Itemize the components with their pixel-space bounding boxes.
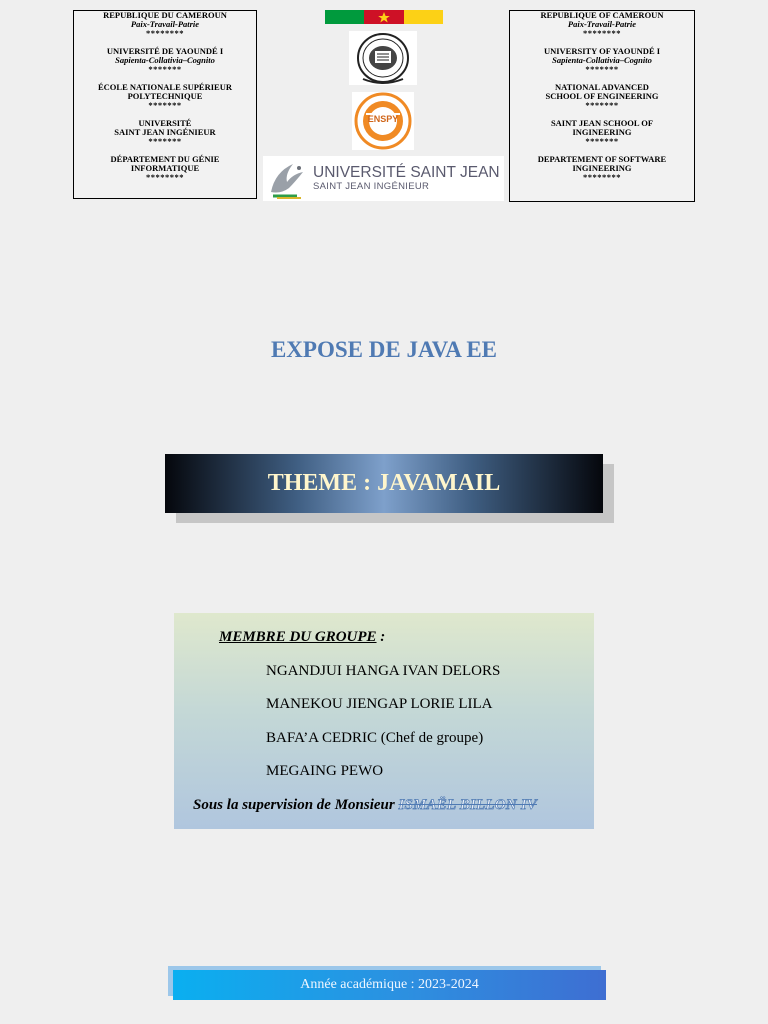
members-heading-label: MEMBRE DU GROUPE <box>219 629 377 645</box>
header-text: POLYTECHNIQUE <box>127 91 203 101</box>
flag-stripe-green <box>325 10 364 24</box>
header-text: DÉPARTEMENT DU GÉNIE <box>110 154 220 164</box>
header-block-usj <box>74 119 256 146</box>
group-members-box <box>174 613 594 829</box>
header-text: UNIVERSITÉ DE YAOUNDÉ I <box>106 46 224 56</box>
header-stars: ******* <box>585 64 619 74</box>
members-heading-colon: : <box>376 629 386 645</box>
star-icon <box>364 10 404 24</box>
header-stars: ******** <box>146 28 184 38</box>
header-stars: ******** <box>583 172 621 182</box>
academic-year-banner <box>173 970 606 1000</box>
theme-banner <box>165 454 603 513</box>
supervisor-name: ISMAËL BILLON IV <box>398 797 537 813</box>
header-motto: Paix-Travail-Patrie <box>130 19 200 29</box>
header-stars: ******* <box>585 136 619 146</box>
header-stars: ******* <box>148 136 182 146</box>
usj-logo <box>263 156 504 201</box>
header-text: DEPARTEMENT OF SOFTWARE <box>537 154 667 164</box>
members-heading <box>219 629 385 646</box>
supervision-line <box>193 797 537 814</box>
header-text: UNIVERSITÉ <box>138 118 192 128</box>
header-stars: ******** <box>583 28 621 38</box>
header-text: NATIONAL ADVANCED <box>555 82 649 92</box>
header-stars: ******* <box>148 64 182 74</box>
supervision-prefix: Sous la supervision de Monsieur <box>193 797 399 813</box>
usj-logo-subtitle: SAINT JEAN INGÉNIEUR <box>313 181 430 192</box>
header-block-republic <box>510 11 694 38</box>
bird-logo-icon <box>263 156 313 201</box>
header-motto: Sapienta-Collativia–Cognito <box>552 55 652 65</box>
header-block-republic <box>74 11 256 38</box>
header-stars: ******* <box>585 100 619 110</box>
header-text: SCHOOL OF ENGINEERING <box>545 91 659 101</box>
header-text: SAINT JEAN SCHOOL OF <box>550 118 654 128</box>
header-text: REPUBLIQUE DU CAMEROUN <box>103 10 227 20</box>
header-text: REPUBLIQUE OF CAMEROUN <box>540 10 664 20</box>
member-name: NGANDJUI HANGA IVAN DELORS <box>266 663 501 679</box>
header-text: UNIVERSITY OF YAOUNDÉ I <box>543 46 661 56</box>
usj-logo-name: UNIVERSITÉ SAINT JEAN <box>313 164 500 181</box>
member-name: MANEKOU JIENGAP LORIE LILA <box>266 696 493 712</box>
header-text: ÉCOLE NATIONALE SUPÉRIEUR <box>98 82 232 92</box>
header-stars: ******** <box>146 172 184 182</box>
flag-stripe-yellow <box>404 10 443 24</box>
header-block-department <box>74 155 256 182</box>
enspy-logo-text: ENSPY <box>367 114 399 124</box>
member-name: BAFA’A CEDRIC (Chef de groupe) <box>266 730 484 746</box>
header-motto: Paix-Travail-Patrie <box>567 19 637 29</box>
header-text: SAINT JEAN INGÉNIEUR <box>114 127 216 137</box>
header-french-box <box>73 10 257 199</box>
header-block-usj <box>510 119 694 146</box>
header-english-box <box>509 10 695 202</box>
theme-text: THEME : JAVAMAIL <box>267 470 501 496</box>
header-block-university <box>74 47 256 74</box>
header-text: INFORMATIQUE <box>130 163 200 173</box>
enspy-logo <box>352 92 414 150</box>
header-block-university <box>510 47 694 74</box>
cameroon-flag-icon <box>325 10 443 24</box>
academic-year-text: Année académique : 2023-2024 <box>300 977 479 992</box>
header-stars: ******* <box>148 100 182 110</box>
header-motto: Sapienta-Collativia–Cognito <box>115 55 215 65</box>
flag-stripe-red <box>364 10 403 24</box>
header-text: INGINEERING <box>572 127 632 137</box>
university-seal-icon <box>349 31 417 85</box>
header-text: INGINEERING <box>572 163 632 173</box>
member-name: MEGAING PEWO <box>266 763 384 779</box>
header-block-department <box>510 155 694 182</box>
document-title: EXPOSE DE JAVA EE <box>270 337 498 362</box>
header-block-school <box>510 83 694 110</box>
header-block-school <box>74 83 256 110</box>
